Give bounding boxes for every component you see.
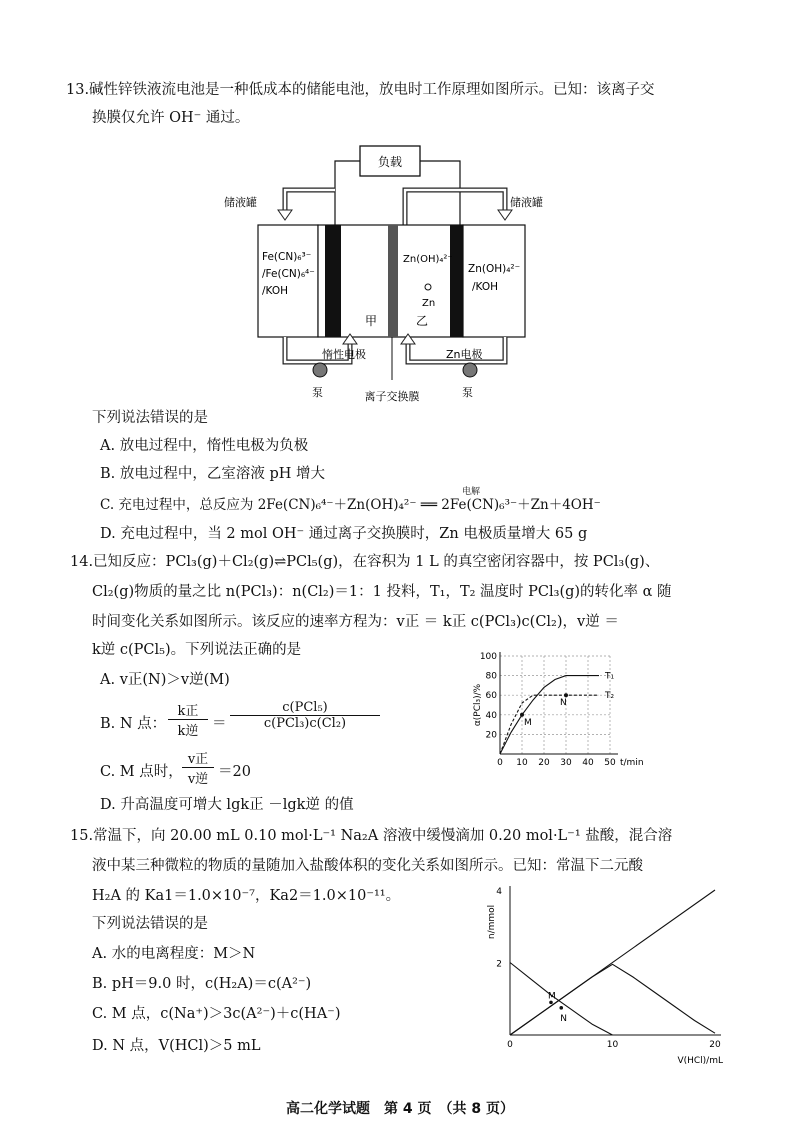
pump-right-icon: [463, 363, 477, 377]
y-tick-label: 20: [485, 730, 497, 741]
x-tick-label: 20: [709, 1040, 721, 1050]
q15-option-a: A. 水的电离程度：M＞N: [92, 946, 256, 962]
membrane-label: 离子交换膜: [364, 390, 420, 403]
left-tank: [258, 225, 318, 337]
x-tick-label: 30: [560, 758, 572, 768]
page-footer: 高二化学试题 第 4 页 （共 8 页）: [286, 1101, 514, 1117]
chamber-b-label: 乙: [416, 314, 429, 328]
series-label-2: T₂: [605, 691, 615, 702]
q15-stem-line1: 15.常温下，向 20.00 mL 0.10 mol·L⁻¹ Na₂A 溶液中缓慢滴加 0.20 mol·L⁻¹ 盐酸，混合溶: [70, 828, 673, 844]
q15-stem-line3: H₂A 的 Ka1＝1.0×10⁻⁷，Ka2＝1.0×10⁻¹¹。: [92, 888, 401, 904]
zn-electrode-plate: [450, 225, 463, 337]
q14-b-c-num: c(PCl₅): [230, 700, 380, 716]
load-label: 负载: [377, 155, 403, 169]
q15-option-d: D. N 点，V(HCl)＞5 mL: [92, 1038, 261, 1054]
left-solution-1: Fe(CN)₆³⁻: [262, 251, 312, 263]
chamber-a-label: 甲: [365, 314, 378, 328]
q14-stem-line2: Cl₂(g)物质的量之比 n(PCl₃)：n(Cl₂)＝1：1 投料，T₁，T₂ 温度时 PCl₃(g)的转化率 α 随: [92, 584, 672, 600]
q14-b-c-den: c(PCl₃)c(Cl₂): [263, 716, 347, 731]
pump-left-icon: [313, 363, 327, 377]
q13-option-c: C. 充电过程中，总反应为 2Fe(CN)₆⁴⁻＋Zn(OH)₄²⁻ ══ 2Fe(CN)₆³⁻＋Zn＋4OH⁻: [100, 497, 601, 513]
q14-option-a: A. v正(N)＞v逆(M): [100, 672, 230, 688]
inert-electrode-label: 惰性电极: [322, 348, 366, 361]
battery-diagram: [220, 140, 560, 410]
q13-stem-line1: 13.碱性锌铁液流电池是一种低成本的储能电池，放电时工作原理如图所示。已知：该离子交: [66, 82, 655, 98]
q15-option-b: B. pH＝9.0 时，c(H₂A)＝c(A²⁻): [92, 976, 312, 992]
y-axis-label: n/mmol: [487, 904, 497, 940]
q14-stem-line3: 时间变化关系如图所示。该反应的速率方程为：v正 ＝ k正 c(PCl₃)c(Cl₂)，v逆 ＝: [92, 614, 619, 630]
q15-stem-line2: 液中某三种微粒的物质的量随加入盐酸体积的变化关系如图所示。已知：常温下二元酸: [92, 858, 643, 874]
q13-stem-line2: 换膜仅允许 OH⁻ 通过。: [92, 110, 250, 126]
q14-option-c-suffix: ＝20: [218, 764, 251, 780]
species-chart: [480, 880, 750, 1065]
q14-option-c-prefix: C. M 点时，: [100, 764, 183, 780]
electrolysis-label: 电解: [462, 487, 481, 497]
q13-option-d: D. 充电过程中，当 2 mol OH⁻ 通过离子交换膜时，Zn 电极质量增大 65 g: [100, 526, 588, 542]
point-N: [564, 693, 568, 697]
q14-c-den: v逆: [187, 772, 209, 787]
q14-c-num: v正: [182, 748, 214, 768]
x-tick-label: 50: [604, 758, 616, 768]
point-label-M: M: [524, 717, 532, 728]
tank-left-label: 储液罐: [224, 196, 257, 209]
point-label-M: M: [548, 991, 556, 1002]
y-tick-label: 4: [496, 887, 502, 897]
ion-exchange-membrane: [388, 225, 398, 337]
y-tick-label: 2: [496, 959, 502, 970]
q14-b-k-den: k逆: [177, 724, 199, 739]
x-axis-label: t/min: [620, 758, 644, 768]
q15-option-c: C. M 点，c(Na⁺)＞3c(A²⁻)＋c(HA⁻): [92, 1006, 341, 1022]
inert-electrode-plate: [325, 225, 341, 337]
series-line-2: [500, 695, 599, 754]
x-tick-label: 40: [582, 758, 594, 768]
point-M: [520, 713, 524, 717]
x-axis-label: V(HCl)/mL: [677, 1056, 723, 1065]
x-tick-label: 10: [516, 758, 528, 768]
point-label-N: N: [560, 1013, 567, 1024]
y-tick-label: 100: [479, 652, 497, 662]
point-label-N: N: [560, 698, 567, 709]
q14-stem-line1: 14.已知反应：PCl₃(g)＋Cl₂(g)⇌PCl₅(g)，在容积为 1 L 的真空密闭容器中，按 PCl₃(g)、: [70, 554, 660, 570]
zn-electrode-label: Zn电极: [446, 348, 483, 361]
pump-right-label: 泵: [462, 386, 473, 399]
x-tick-label: 10: [606, 1040, 619, 1050]
q13-option-b: B. 放电过程中，乙室溶液 pH 增大: [100, 466, 326, 482]
q14-b-k-num: k正: [168, 700, 208, 720]
y-tick-label: 40: [485, 710, 497, 721]
zn-label: Zn: [422, 298, 436, 309]
left-solution-2: /Fe(CN)₆⁴⁻: [262, 268, 315, 280]
right-solution-2: /KOH: [472, 281, 499, 293]
pump-left-label: 泵: [312, 386, 323, 399]
middle-species: Zn(OH)₄²⁻: [403, 254, 453, 265]
series-label-1: T₁: [605, 671, 615, 682]
q14-option-d: D. 升高温度可增大 lgk正 －lgk逆 的值: [100, 797, 354, 813]
q15-prompt: 下列说法错误的是: [92, 916, 208, 932]
q14-option-b-prefix: B. N 点：: [100, 716, 167, 732]
x-tick-label: 20: [538, 758, 550, 768]
point-N: [559, 1006, 563, 1010]
q13-option-a: A. 放电过程中，惰性电极为负极: [100, 438, 309, 454]
conversion-chart: [470, 648, 650, 778]
y-tick-label: 60: [485, 691, 497, 702]
x-tick-label: 0: [507, 1040, 513, 1050]
tank-right-label: 储液罐: [510, 196, 543, 209]
q13-prompt: 下列说法错误的是: [92, 410, 208, 426]
y-tick-label: 80: [485, 671, 497, 682]
right-solution-1: Zn(OH)₄²⁻: [468, 263, 521, 275]
left-solution-3: /KOH: [262, 285, 289, 297]
q14-stem-line4: k逆 c(PCl₅)。下列说法正确的是: [92, 642, 302, 658]
y-axis-label: α(PCl₃)/%: [473, 683, 483, 727]
x-tick-label: 0: [497, 758, 503, 768]
series-line-2: [510, 964, 715, 1035]
